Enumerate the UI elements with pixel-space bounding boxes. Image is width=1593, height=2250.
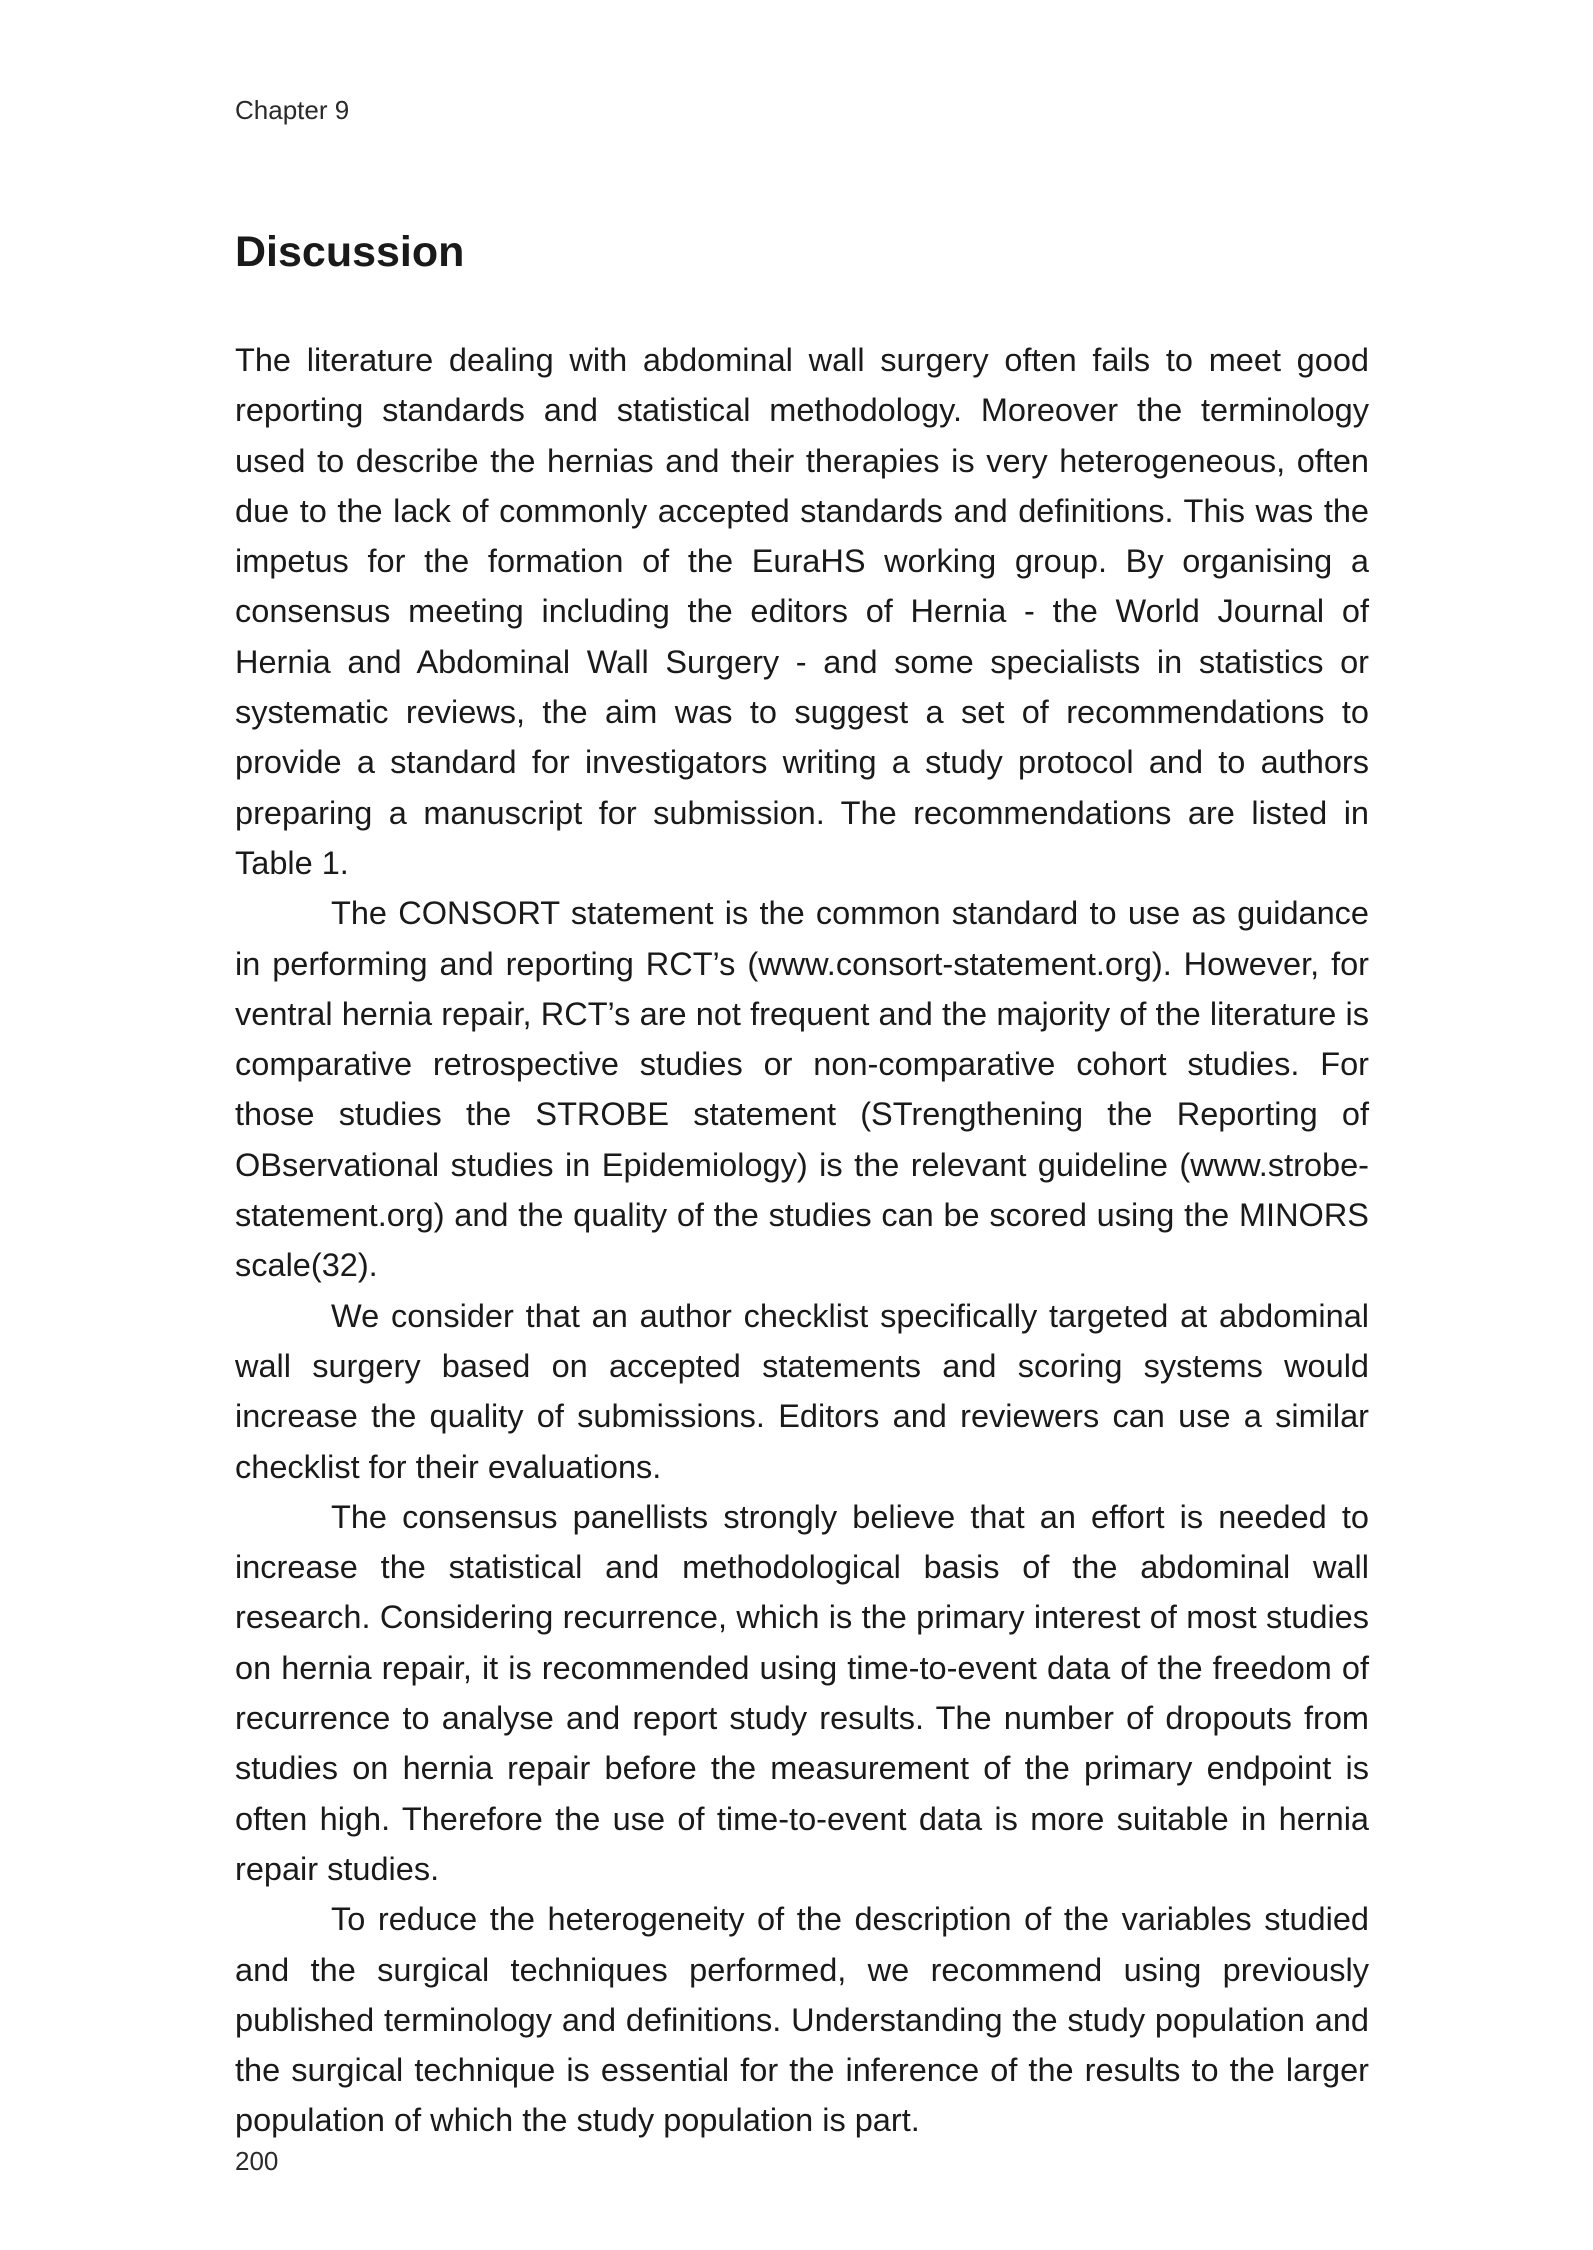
- running-header-chapter: Chapter 9: [235, 95, 350, 125]
- paragraph-intro: The literature dealing with abdominal wall surgery often fails to meet good reporting standards and statistical methodology. Moreover the terminology used to describe the hernias and their therapies is very heterogeneous, often due to the lack of commonly accepted standards and definitions. This was the impetus for the formation of the EuraHS working group. By organising a consensus meeting including the editors of Hernia - the World Journal of Hernia and Abdominal Wall Surgery - and some specialists in statistics or systematic reviews, the aim was to suggest a set of recommendations to provide a standard for investigators writing a study protocol and to authors preparing a manuscript for submission. The recommendations are listed in Table 1.: [235, 342, 1369, 881]
- body-text: [235, 335, 1369, 2146]
- paragraph-terminology: To reduce the heterogeneity of the description of the variables studied and the surgical techniques performed, we recommend using previously published terminology and definitions. Understanding the study population and the surgical technique is essential for the inference of the results to the larger population of which the study population is part.: [235, 1901, 1369, 2139]
- paragraph-consort: The CONSORT statement is the common standard to use as guidance in performing and reporting RCT’s (www.consort-statement.org). However, for ventral hernia repair, RCT’s are not frequent and the majority of the literature is comparative retrospective studies or non-comparative cohort studies. For those studies the STROBE statement (STrengthening the Reporting of OBservational studies in Epidemiology) is the relevant guideline (www.strobe-statement.org) and the quality of the studies can be scored using the MINORS scale(32).: [235, 895, 1369, 1284]
- page-number: 200: [235, 2146, 279, 2176]
- paragraph-checklist: We consider that an author checklist specifically targeted at abdominal wall surgery based on accepted statements and scoring systems would increase the quality of submissions. Editors and reviewers can use a similar checklist for their evaluations.: [235, 1297, 1369, 1485]
- paragraph-statistics: The consensus panellists strongly believe that an effort is needed to increase the statistical and methodological basis of the abdominal wall research. Considering recurrence, which is the primary interest of most studies on hernia repair, it is recommended using time-to-event data of the freedom of recurrence to analyse and report study results. The number of dropouts from studies on hernia repair before the measurement of the primary endpoint is often high. Therefore the use of time-to-event data is more suitable in hernia repair studies.: [235, 1498, 1369, 1887]
- section-title: Discussion: [235, 228, 465, 276]
